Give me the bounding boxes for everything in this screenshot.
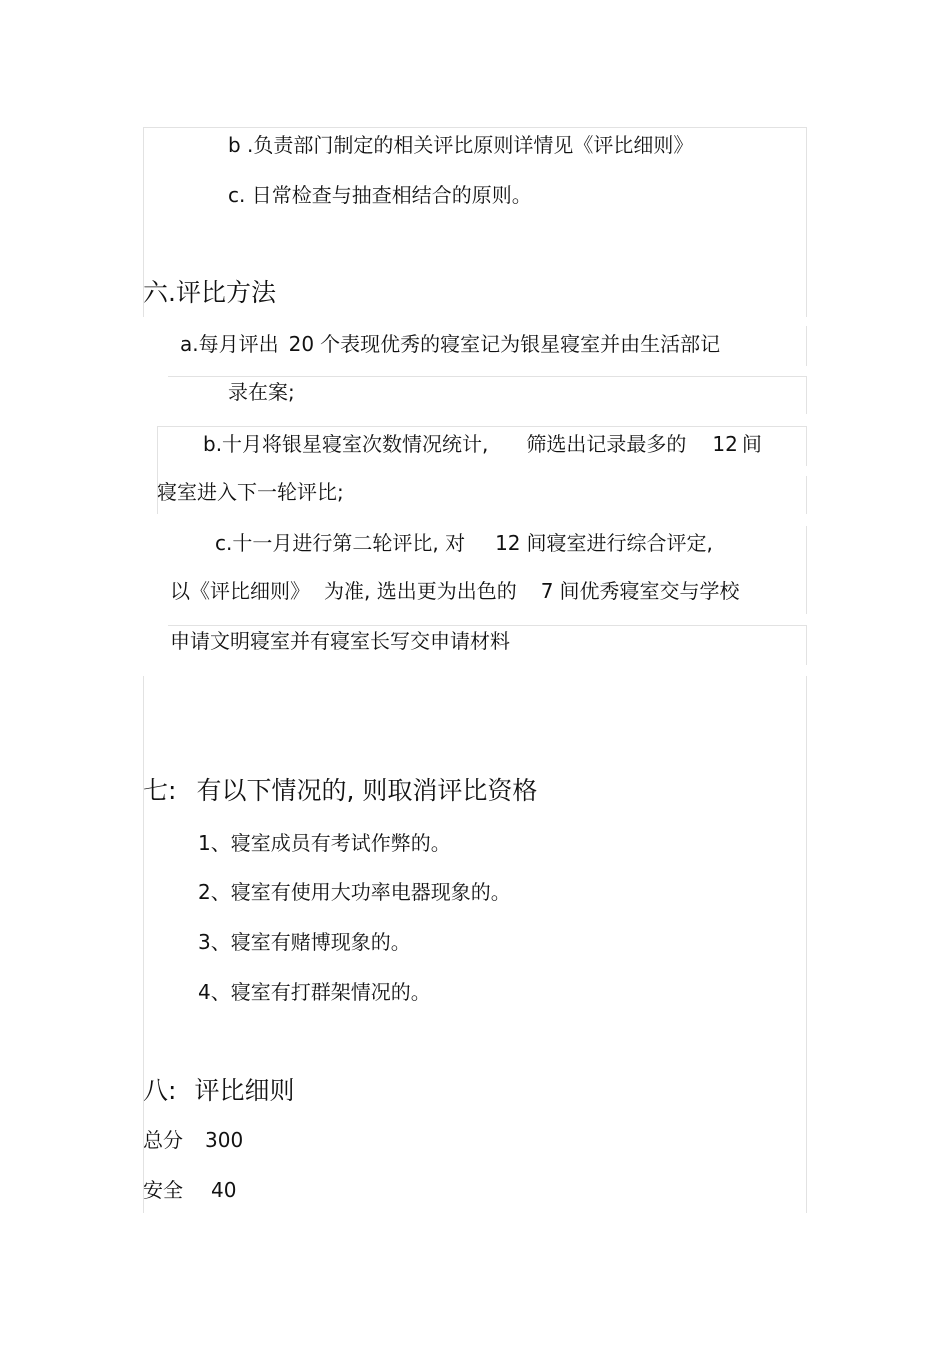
method-b-text: 筛选出记录最多的	[526, 432, 687, 456]
method-b-text: b.十月将银星寝室次数情况统计,	[203, 432, 489, 456]
frame-right-border	[806, 127, 807, 317]
frame-right-border	[806, 676, 807, 1213]
frame-row-border	[157, 426, 806, 427]
disqualification-item-1: 1、寝室成员有考试作弊的。	[198, 831, 451, 855]
method-a-line2: 录在案;	[228, 380, 295, 404]
method-b-number: 12	[712, 432, 738, 456]
frame-right-border	[806, 476, 807, 514]
method-c-line3: 申请文明寝室并有寝室长写交申请材料	[170, 629, 510, 653]
score-safety-label: 安全	[143, 1178, 183, 1202]
section-6-heading: 六.评比方法	[143, 278, 276, 307]
score-total-value: 300	[205, 1128, 244, 1152]
score-total-label: 总分	[143, 1128, 183, 1152]
method-b-line2: 寝室进入下一轮评比;	[157, 480, 344, 504]
method-a-text: a.每月评出	[180, 332, 279, 356]
section-7-number: 七:	[143, 776, 177, 805]
method-b-line1	[203, 432, 762, 456]
method-c-text: 以《评比细则》	[170, 579, 310, 603]
section-8-title: 评比细则	[194, 1076, 295, 1105]
method-a-text: 个表现优秀的寝室记为银星寝室并由生活部记	[320, 332, 721, 356]
frame-right-border	[806, 326, 807, 366]
section-7-title: 有以下情况的, 则取消评比资格	[196, 776, 538, 805]
score-total-row	[143, 1128, 243, 1152]
method-c-text: 间寝室进行综合评定,	[526, 531, 713, 555]
disqualification-item-2: 2、寝室有使用大功率电器现象的。	[198, 880, 511, 904]
disqualification-item-3: 3、寝室有赌博现象的。	[198, 930, 411, 954]
score-safety-value: 40	[211, 1178, 237, 1202]
principle-b: b .负责部门制定的相关评比原则详情见《评比细则》	[228, 133, 694, 157]
section-7-heading	[143, 776, 537, 806]
section-8-number: 八:	[143, 1076, 177, 1105]
frame-right-border	[806, 625, 807, 665]
frame-row-border	[168, 376, 806, 377]
method-c-text: c.十一月进行第二轮评比, 对	[215, 531, 466, 555]
method-c-text: 间优秀寝室交与学校	[559, 579, 740, 603]
method-c-number: 12	[495, 531, 521, 555]
method-a-line1	[180, 332, 720, 356]
section-8-heading	[143, 1076, 294, 1106]
frame-top-border	[143, 127, 807, 128]
frame-right-border	[806, 376, 807, 414]
frame-row-border	[168, 625, 806, 626]
method-a-number: 20	[288, 332, 315, 356]
frame-right-border	[806, 426, 807, 466]
method-c-line1	[215, 531, 713, 555]
frame-right-border	[806, 526, 807, 614]
method-c-number: 7	[540, 579, 554, 603]
disqualification-item-4: 4、寝室有打群架情况的。	[198, 980, 431, 1004]
method-b-text: 间	[741, 432, 762, 456]
method-c-text: 为准, 选出更为出色的	[324, 579, 517, 603]
principle-c: c. 日常检查与抽查相结合的原则。	[228, 183, 532, 207]
method-c-line2	[170, 579, 739, 603]
score-safety-row	[143, 1178, 236, 1202]
